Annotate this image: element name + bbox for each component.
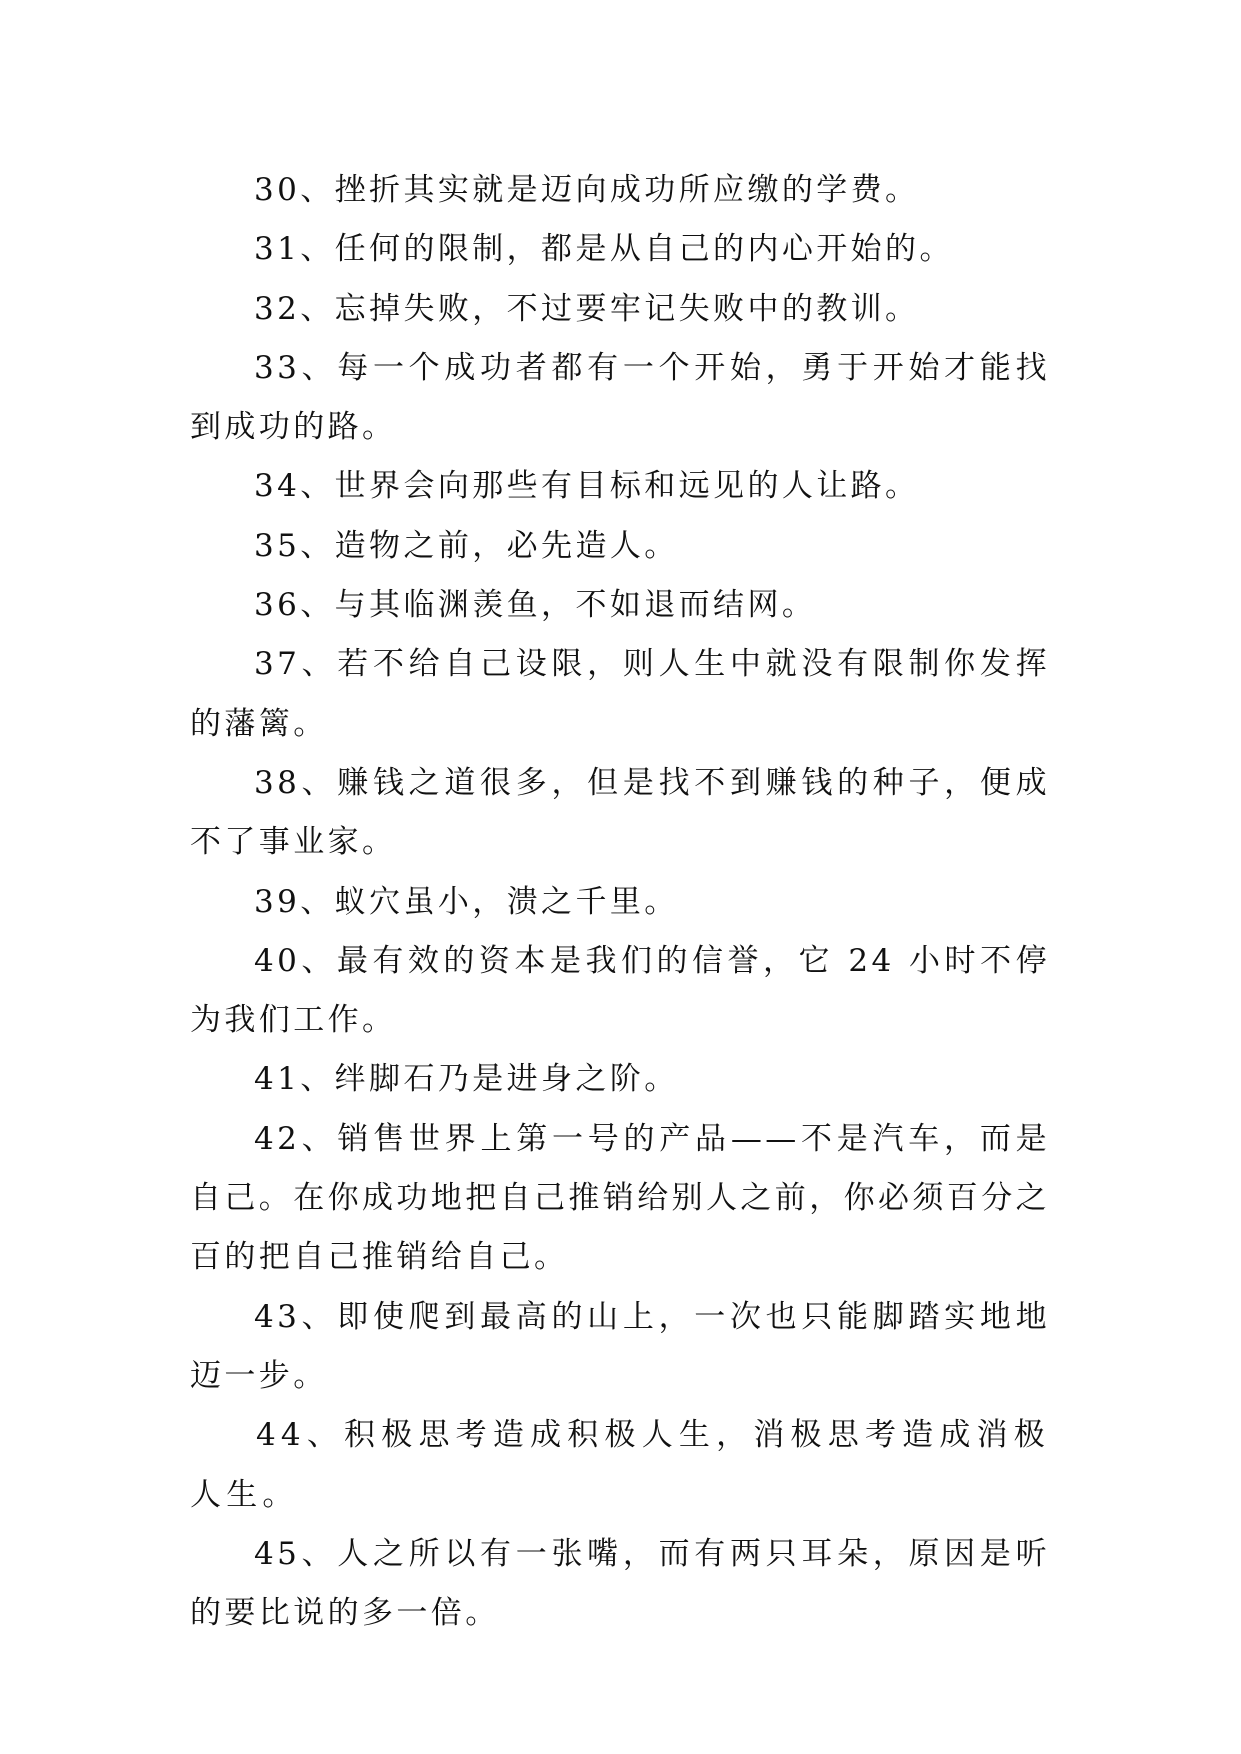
- paragraph-34: 34、世界会向那些有目标和远见的人让路。: [254, 468, 920, 505]
- document-body: [190, 161, 1050, 1643]
- paragraph-38: 38、赚钱之道很多，但是找不到赚钱的种子，便成不了事业家。: [190, 764, 1050, 861]
- paragraph-40: 40、最有效的资本是我们的信誉，它 24 小时不停为我们工作。: [190, 942, 1050, 1039]
- paragraph-42: 42、销售世界上第一号的产品——不是汽车，而是自己。在你成功地把自己推销给别人之前，你必须百分之百的把自己推销给自己。: [190, 1120, 1050, 1276]
- paragraph-39: 39、蚁穴虽小，溃之千里。: [254, 883, 679, 920]
- paragraph-45: 45、人之所以有一张嘴，而有两只耳朵，原因是听的要比说的多一倍。: [190, 1535, 1050, 1632]
- paragraph-31: 31、任何的限制，都是从自己的内心开始的。: [254, 231, 954, 268]
- paragraph-30: 30、挫折其实就是迈向成功所应缴的学费。: [254, 172, 920, 208]
- paragraph-35: 35、造物之前，必先造人。: [254, 527, 679, 564]
- paragraph-43: 43、即使爬到最高的山上，一次也只能脚踏实地地迈一步。: [190, 1298, 1050, 1394]
- paragraph-32: 32、忘掉失败，不过要牢记失败中的教训。: [254, 290, 920, 327]
- paragraph-44: 44、积极思考造成积极人生，消极思考造成消极人生。: [190, 1417, 1050, 1513]
- paragraph-41: 41、绊脚石乃是进身之阶。: [254, 1061, 679, 1098]
- paragraph-33: 33、每一个成功者都有一个开始，勇于开始才能找到成功的路。: [190, 349, 1050, 446]
- paragraph-37: 37、若不给自己设限，则人生中就没有限制你发挥的藩篱。: [190, 646, 1050, 742]
- paragraph-36: 36、与其临渊羡鱼，不如退而结网。: [254, 587, 817, 624]
